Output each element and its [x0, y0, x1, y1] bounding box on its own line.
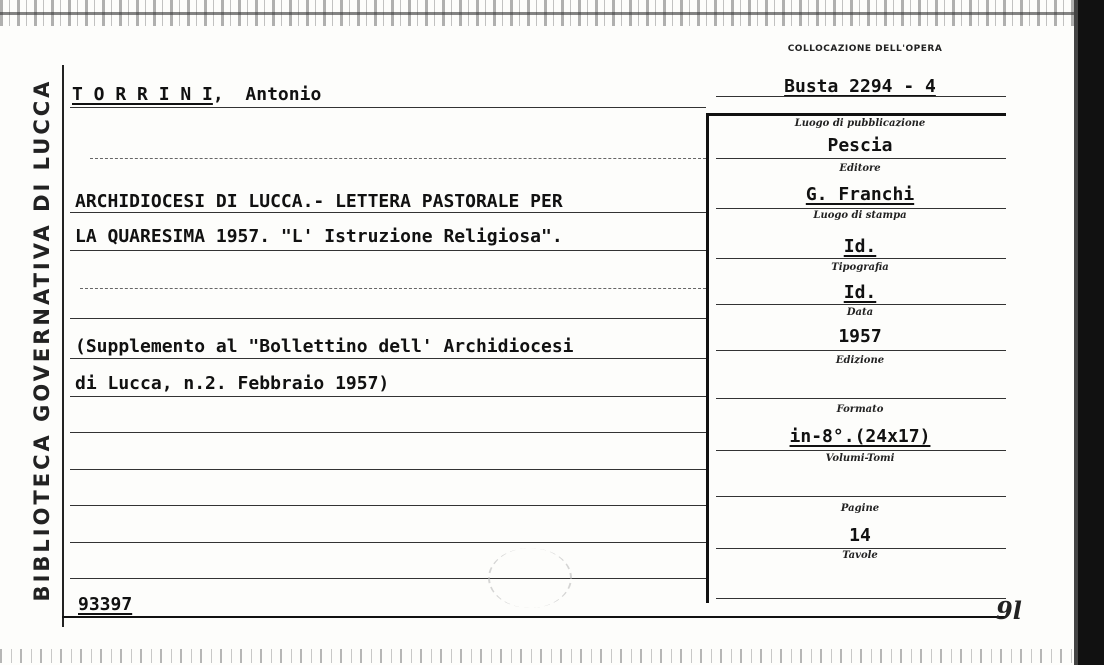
- author-line: [72, 84, 321, 105]
- format-value: in-8°.(24x17): [789, 426, 931, 447]
- printer-value: Id.: [843, 282, 877, 303]
- ruled-line: [70, 396, 706, 397]
- note-line-1: (Supplemento al "Bollettino dell' Archidiocesi: [75, 336, 574, 357]
- ruled-line: [90, 158, 706, 159]
- note-line-2: di Lucca, n.2. Febbraio 1957): [75, 373, 390, 394]
- left-margin-rule: [62, 65, 64, 627]
- ruled-line: [70, 469, 706, 470]
- pages-label: Pagine: [840, 503, 880, 514]
- ruled-line: [70, 358, 706, 359]
- ruled-line: [716, 208, 1006, 209]
- place-pub-label: Luogo di pubblicazione: [794, 118, 926, 129]
- placement-header: COLLOCAZIONE DELL'OPERA: [787, 44, 943, 54]
- pages-value: 14: [849, 525, 871, 546]
- ruled-line: [716, 158, 1006, 159]
- publisher-value: G. Franchi: [805, 184, 915, 205]
- date-value: 1957: [838, 326, 882, 347]
- panel-left-rule: [706, 113, 709, 603]
- paper-stain: [488, 548, 572, 608]
- ruled-line: [70, 212, 706, 213]
- ruled-line-bottom: [62, 616, 1006, 618]
- place-pub-value: Pescia: [827, 135, 893, 156]
- ruled-line: [80, 288, 706, 289]
- plates-label: Tavole: [842, 550, 878, 561]
- author-separator: ,: [212, 84, 224, 105]
- format-label: Formato: [836, 404, 884, 415]
- ruled-line: [70, 505, 706, 506]
- corner-handwritten-mark: 9l: [996, 596, 1022, 625]
- place-print-value: Id.: [843, 236, 877, 257]
- ruled-line: [716, 548, 1006, 549]
- author-surname: T O R R I N I: [72, 84, 213, 105]
- printer-label: Tipografia: [831, 262, 889, 273]
- ruled-line: [716, 96, 1006, 97]
- ruled-line: [716, 304, 1006, 305]
- edition-label: Edizione: [835, 355, 885, 366]
- ruled-line: [716, 398, 1006, 399]
- inventory-number: 93397: [78, 594, 133, 615]
- place-print-label: Luogo di stampa: [813, 210, 907, 221]
- volumes-label: Volumi-Tomi: [825, 453, 895, 464]
- ruled-line: [716, 450, 1006, 451]
- ruled-line: [716, 496, 1006, 497]
- panel-top-rule: [706, 113, 1006, 116]
- scan-edge-right: [1078, 0, 1104, 665]
- ruled-line: [716, 350, 1006, 351]
- scan-noise-bottom: [0, 649, 1075, 663]
- title-line-1: ARCHIDIOCESI DI LUCCA.- LETTERA PASTORALE PER: [75, 191, 563, 212]
- ruled-line: [70, 542, 706, 543]
- author-name: Antonio: [245, 84, 322, 105]
- ruled-line: [70, 578, 706, 579]
- ruled-line: [70, 250, 706, 251]
- institution-title: BIBLIOTECA GOVERNATIVA DI LUCCA: [30, 78, 54, 602]
- date-label: Data: [846, 307, 874, 318]
- ruled-line: [70, 107, 706, 108]
- scan-edge-shadow: [1074, 0, 1078, 665]
- placement-value: Busta 2294 - 4: [784, 76, 936, 97]
- ruled-line: [70, 432, 706, 433]
- card-top-border: [0, 12, 1080, 15]
- publisher-label: Editore: [839, 163, 881, 174]
- ruled-line: [70, 318, 706, 319]
- ruled-line: [716, 598, 1006, 599]
- ruled-line: [716, 258, 1006, 259]
- title-line-2: LA QUARESIMA 1957. "L' Istruzione Religiosa".: [75, 226, 563, 247]
